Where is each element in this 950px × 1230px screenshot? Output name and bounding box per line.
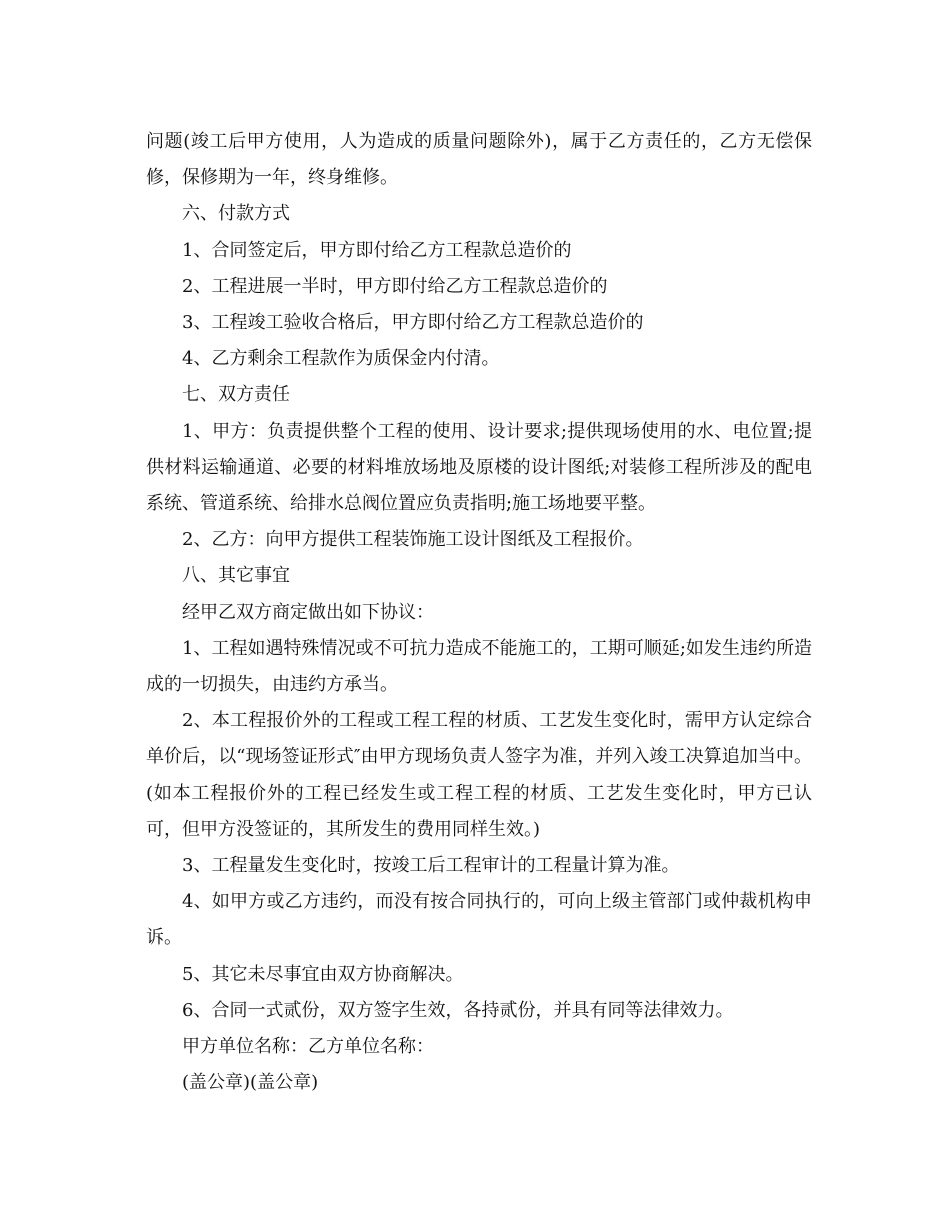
- payment-item-3: 3、工程竣工验收合格后，甲方即付给乙方工程款总造价的: [182, 312, 644, 334]
- agreement-item-6: 6、合同一式贰份，双方签字生效，各持贰份，并具有同等法律效力。: [182, 999, 734, 1021]
- document-body: [146, 124, 812, 1101]
- agreement-item-1: 1、工程如遇特殊情况或不可抗力造成不能施工的，工期可顺延;如发生违约所造成的一切损失，由违约方承当。: [146, 637, 812, 696]
- agreement-intro: 经甲乙双方商定做出如下协议：: [182, 601, 434, 623]
- signature-seals: (盖公章)(盖公章): [182, 1072, 319, 1094]
- payment-item-4: 4、乙方剩余工程款作为质保金内付清。: [182, 348, 500, 370]
- agreement-item-5: 5、其它未尽事宜由双方协商解决。: [182, 963, 464, 985]
- responsibility-party-b: 2、乙方：向甲方提供工程装饰施工设计图纸及工程报价。: [182, 529, 644, 551]
- payment-item-1: 1、合同签定后，甲方即付给乙方工程款总造价的: [182, 239, 572, 261]
- paragraph-warranty-continuation: 问题(竣工后甲方使用，人为造成的质量问题除外)，属于乙方责任的，乙方无偿保修，保修期为一年，终身维修。: [146, 131, 812, 189]
- heading-other-matters: 八、其它事宜: [182, 565, 290, 587]
- responsibility-party-a: 1、甲方：负责提供整个工程的使用、设计要求;提供现场使用的水、电位置;提供材料运输通道、必要的材料堆放场地及原楼的设计图纸;对装修工程所涉及的配电系统、管道系统、给排水总阀位置应负责指明;施工场地要平整。: [146, 420, 812, 515]
- heading-payment-method: 六、付款方式: [182, 203, 290, 225]
- agreement-item-4: 4、如甲方或乙方违约，而没有按合同执行的，可向上级主管部门或仲裁机构申诉。: [146, 891, 812, 949]
- heading-mutual-responsibilities: 七、双方责任: [182, 384, 290, 406]
- signature-unit-names: 甲方单位名称：乙方单位名称：: [182, 1036, 434, 1058]
- payment-item-2: 2、工程进展一半时，甲方即付给乙方工程款总造价的: [182, 275, 608, 297]
- agreement-item-2: 2、本工程报价外的工程或工程工程的材质、工艺发生变化时，需甲方认定综合单价后，以“现场签证形式″由甲方现场负责人签字为准，并列入竣工决算追加当中。(如本工程报价外的工程已经发生或工程工程的材质、工艺发生变化时，甲方已认可，但甲方没签证的，其所发生的费用同样生效。): [146, 710, 812, 840]
- agreement-item-3: 3、工程量发生变化时，按竣工后工程审计的工程量计算为准。: [182, 855, 680, 877]
